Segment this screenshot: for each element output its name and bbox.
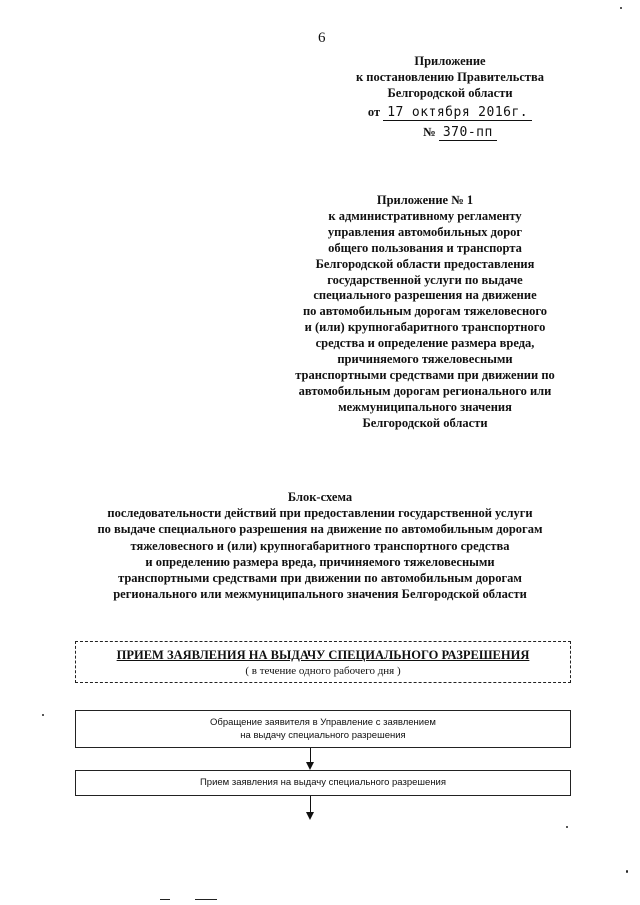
step-box-reception (75, 770, 571, 796)
scheme-title (60, 489, 580, 602)
scan-speck (620, 7, 622, 9)
date-day: 17 (383, 105, 408, 121)
step-text: Прием заявления на выдачу специального разрешения (199, 777, 447, 788)
step-text: Обращение заявителя в Управление с заявлением (210, 717, 436, 728)
flow-arrow-head (306, 812, 314, 820)
date-prefix: от (367, 105, 381, 119)
scan-speck (42, 714, 44, 716)
flow-arrow-head (306, 762, 314, 770)
scheme-title-line: тяжеловесного и (или) крупногабаритного транспортного средства (130, 538, 510, 553)
appendix-header-line: Приложение (414, 54, 486, 68)
scheme-title-line: регионального или межмуниципального значения Белгородской области (113, 587, 527, 602)
appendix1-line: общего пользования и транспорта (328, 240, 522, 255)
scheme-title-line: транспортными средствами при движении по автомобильным дорогам (118, 571, 522, 586)
appendix-number (300, 124, 600, 141)
appendix-date (300, 104, 600, 121)
appendix1-line: Белгородской области предоставления (315, 256, 535, 271)
stage-subtitle: ( в течение одного рабочего дня ) (245, 665, 401, 677)
step-box-application (75, 710, 571, 748)
appendix1-line: причиняемого тяжеловесными (337, 352, 513, 367)
number-value: 370-пп (439, 125, 497, 141)
appendix1-line: транспортными средствами при движении по (295, 367, 555, 382)
appendix1-block (250, 193, 600, 432)
appendix1-line: Белгородской области (362, 415, 488, 430)
appendix1-line: специального разрешения на движение (313, 288, 537, 303)
scan-speck (626, 870, 628, 873)
appendix1-line: Приложение № 1 (376, 193, 474, 207)
scheme-title-line: и определению размера вреда, причиняемого тяжеловесными (145, 554, 495, 569)
date-month: октября (408, 105, 474, 121)
scheme-title-line: Блок-схема (287, 490, 353, 504)
step-text: на выдачу специального разрешения (240, 730, 406, 741)
page-number: 6 (318, 30, 326, 46)
scheme-title-line: последовательности действий при предоставлении государственной услуги (107, 506, 533, 521)
appendix1-line: средства и определение размера вреда, (315, 336, 535, 351)
scan-mark (160, 899, 170, 900)
number-prefix: № (423, 125, 436, 139)
scheme-title-line: по выдаче специального разрешения на движение по автомобильным дорогам (97, 522, 543, 537)
stage-box (75, 641, 571, 683)
appendix1-line: к административному регламенту (328, 208, 522, 223)
stage-title: ПРИЕМ ЗАЯВЛЕНИЯ НА ВЫДАЧУ СПЕЦИАЛЬНОГО РАЗРЕШЕНИЯ (116, 648, 530, 662)
appendix1-line: межмуниципального значения (338, 399, 512, 414)
date-year: 2016г. (474, 105, 532, 121)
scan-mark (195, 899, 217, 900)
scan-speck (566, 826, 568, 828)
appendix-header-line: к постановлению Правительства (355, 70, 545, 84)
appendix-header-line: Белгородской области (387, 86, 513, 100)
appendix1-line: управления автомобильных дорог (327, 224, 523, 239)
appendix1-line: автомобильным дорогам регионального или (298, 383, 552, 398)
appendix1-line: по автомобильным дорогам тяжеловесного (302, 304, 548, 319)
flow-arrow-line (310, 796, 311, 812)
appendix1-line: и (или) крупногабаритного транспортного (304, 320, 546, 335)
flow-arrow-line (310, 748, 311, 762)
appendix-header (300, 53, 600, 141)
appendix1-line: государственной услуги по выдаче (327, 272, 523, 287)
